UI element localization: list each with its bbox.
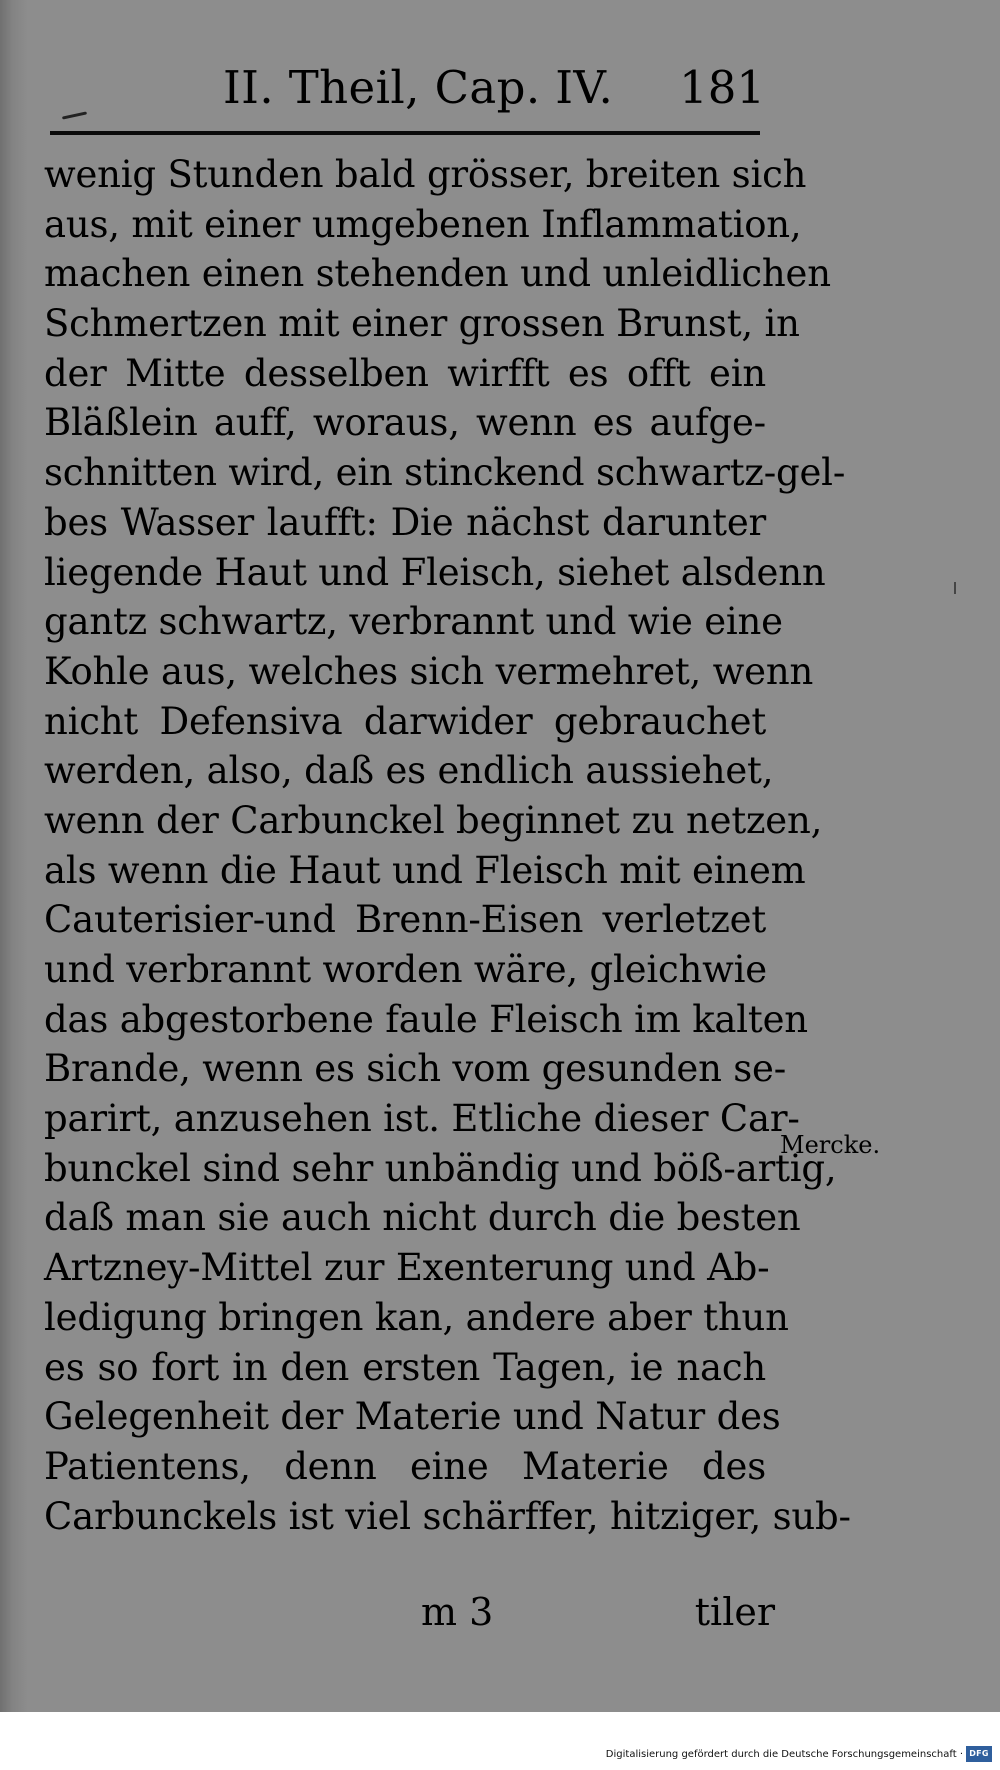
text-line: gantz schwartz, verbrannt und wie eine bbox=[44, 600, 783, 644]
dfg-logo: DFG bbox=[966, 1746, 992, 1762]
text-line: Brande, wenn es sich vom gesunden se- bbox=[44, 1047, 787, 1091]
text-line: Gelegenheit der Materie und Natur des bbox=[44, 1395, 781, 1439]
text-line: Kohle aus, welches sich vermehret, wenn bbox=[44, 649, 814, 693]
text-line: ledigung bringen kan, andere aber thun bbox=[44, 1295, 789, 1339]
signature-mark: m 3 bbox=[421, 1590, 494, 1634]
text-line: Cauterisier-und Brenn-Eisen verletzet bbox=[44, 898, 766, 942]
page-gutter-shadow bbox=[0, 0, 28, 1712]
text-line: wenig Stunden bald grösser, breiten sich bbox=[44, 153, 807, 196]
text-line: bes Wasser laufft: Die nächst darunter bbox=[44, 500, 766, 544]
text-line: der Mitte desselben wirfft es offt ein bbox=[44, 351, 766, 395]
text-line: machen einen stehenden und unleidlichen bbox=[44, 252, 831, 296]
text-line: liegende Haut und Fleisch, siehet alsdenn bbox=[44, 550, 826, 594]
text-line: Artzney-Mittel zur Exenterung und Ab- bbox=[44, 1246, 770, 1290]
page-bottom-line bbox=[48, 1585, 775, 1640]
digitization-credit: Digitalisierung gefördert durch die Deutsche Forschungsgemeinschaft · bbox=[605, 1749, 963, 1760]
catchword: tiler bbox=[694, 1590, 775, 1634]
text-line: Patientens, denn eine Materie des bbox=[44, 1444, 766, 1488]
header-rule bbox=[50, 131, 760, 135]
text-line: Carbunckels ist viel schärffer, hitziger, sub- bbox=[44, 1494, 851, 1538]
running-head: II. Theil, Cap. IV. bbox=[223, 61, 614, 114]
text-line: parirt, anzusehen ist. Etliche dieser Car- bbox=[44, 1097, 800, 1141]
text-line: als wenn die Haut und Fleisch mit einem bbox=[44, 848, 806, 892]
text-line: schnitten wird, ein stinckend schwartz-gel- bbox=[44, 451, 846, 495]
text-line: daß man sie auch nicht durch die besten bbox=[44, 1196, 801, 1240]
text-line: Schmertzen mit einer grossen Brunst, in bbox=[44, 302, 800, 346]
text-line: Bläßlein auff, woraus, wenn es aufge- bbox=[44, 401, 766, 445]
text-line: aus, mit einer umgebenen Inflammation, bbox=[44, 202, 802, 246]
text-line: es so fort in den ersten Tagen, ie nach bbox=[44, 1345, 766, 1389]
text-line: wenn der Carbunckel beginnet zu netzen, bbox=[44, 798, 823, 842]
text-line: nicht Defensiva darwider gebrauchet bbox=[44, 699, 766, 743]
text-line: und verbrannt worden wäre, gleichwie bbox=[44, 948, 767, 991]
text-line: das abgestorbene faule Fleisch im kalten bbox=[44, 997, 808, 1041]
page-header bbox=[48, 60, 765, 115]
digitization-footer bbox=[0, 1712, 1000, 1770]
scan-speck bbox=[954, 582, 956, 594]
text-line: werden, also, daß es endlich aussiehet, bbox=[44, 749, 774, 793]
page-number: 181 bbox=[679, 61, 765, 114]
margin-note: Mercke. bbox=[780, 1131, 881, 1159]
text-line: bunckel sind sehr unbändig und böß-artig, bbox=[44, 1146, 837, 1190]
